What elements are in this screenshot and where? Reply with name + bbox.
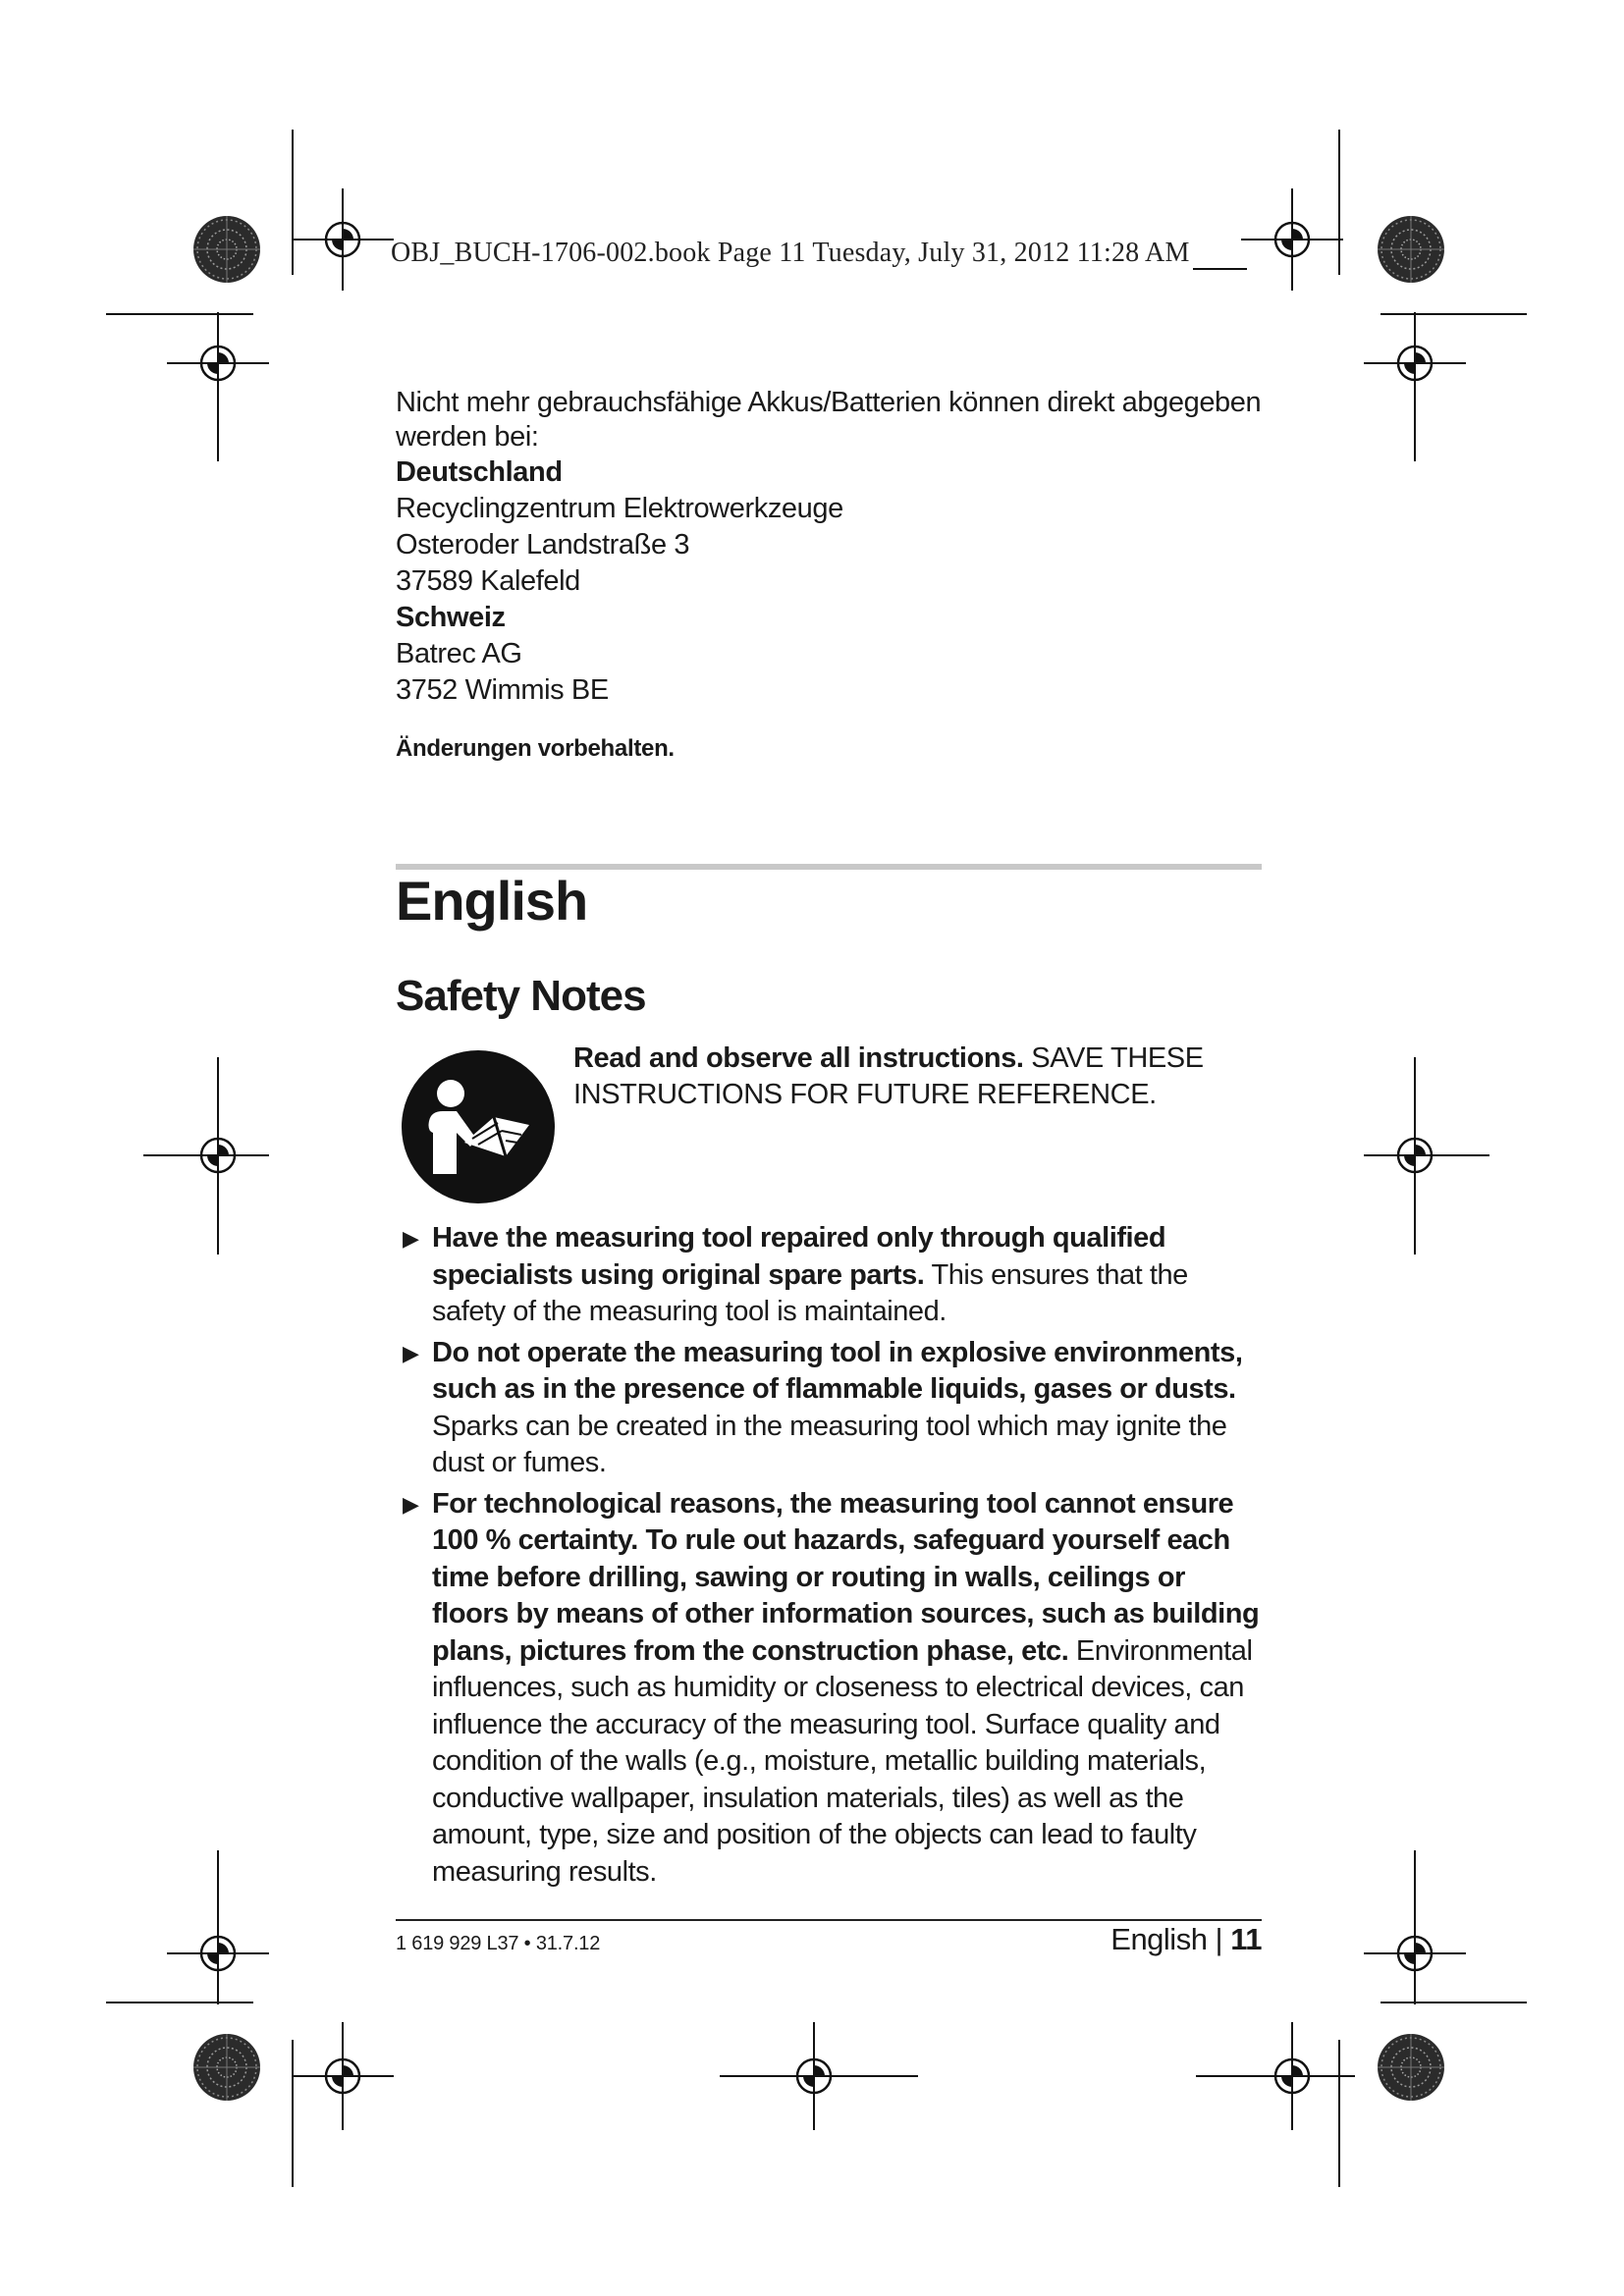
bullet-body-text: Environmental influences, such as humidity or closeness to electrical devices, can influence the accuracy of the measuring tool. Surface quality and condition of the walls (e.g., moisture, metallic building materials, conductive wallpaper, insulation materials, tiles) as well as the amount, type, size and position of the objects can lead to faulty measuring results.	[432, 1634, 1253, 1888]
bullet-triangle-icon: ▶	[403, 1226, 419, 1251]
address-germany-line3: 37589 Kalefeld	[396, 565, 580, 597]
address-germany-line1: Recyclingzentrum Elektrowerkzeuge	[396, 493, 843, 524]
read-notice-bold: Read and observe all instructions.	[573, 1042, 1024, 1074]
address-switzerland-line2: 3752 Wimmis BE	[396, 674, 609, 706]
page-number: 11	[1230, 1922, 1262, 1956]
safety-bullet-repair	[401, 1220, 1265, 1331]
country-heading-germany: Deutschland	[396, 456, 563, 488]
bullet-lead-text: Have the measuring tool repaired only through qualified specialists using original spare parts.	[432, 1222, 1166, 1291]
disposal-block	[396, 386, 1262, 767]
safety-bullet-explosive	[401, 1335, 1265, 1482]
read-manual-icon	[400, 1048, 557, 1205]
footer-page-label	[1110, 1922, 1262, 1957]
read-instructions-notice	[573, 1041, 1261, 1113]
header-overline	[1193, 268, 1247, 270]
read-notice-text: SAVE THESE INSTRUCTIONS FOR FUTURE REFERENCE.	[573, 1042, 1204, 1110]
bullet-triangle-icon: ▶	[403, 1340, 419, 1365]
safety-bullet-certainty	[401, 1486, 1265, 1892]
footer-rule	[396, 1919, 1262, 1921]
footer-section-name: English |	[1110, 1922, 1231, 1956]
bullet-lead-text: For technological reasons, the measuring tool cannot ensure 100 % certainty. To rule out hazards, safeguard yourself each time before drilling, sawing or routing in walls, ceilings or floors by means of other information sources, such as building plans, pictures from the construction phase, etc.	[432, 1487, 1260, 1667]
section-title: English	[396, 870, 588, 932]
safety-bullet-list	[401, 1220, 1265, 1895]
address-switzerland-line1: Batrec AG	[396, 638, 522, 669]
safety-notes-heading: Safety Notes	[396, 972, 646, 1020]
book-header-info: OBJ_BUCH-1706-002.book Page 11 Tuesday, July 31, 2012 11:28 AM	[391, 238, 1190, 268]
disposal-intro: Nicht mehr gebrauchsfähige Akkus/Batterien können direkt abgegeben werden bei:	[396, 387, 1262, 453]
changes-reserved-note: Änderungen vorbehalten.	[396, 735, 675, 762]
country-heading-switzerland: Schweiz	[396, 602, 506, 633]
bullet-body-text: This ensures that the safety of the measuring tool is maintained.	[432, 1258, 1188, 1327]
bullet-lead-text: Do not operate the measuring tool in explosive environments, such as in the presence of flammable liquids, gases or dusts.	[432, 1336, 1243, 1405]
footer-doc-code: 1 619 929 L37 • 31.7.12	[396, 1933, 601, 1954]
address-germany-line2: Osteroder Landstraße 3	[396, 529, 690, 561]
bullet-body-text: Sparks can be created in the measuring tool which may ignite the dust or fumes.	[432, 1410, 1227, 1478]
bullet-triangle-icon: ▶	[403, 1491, 419, 1517]
